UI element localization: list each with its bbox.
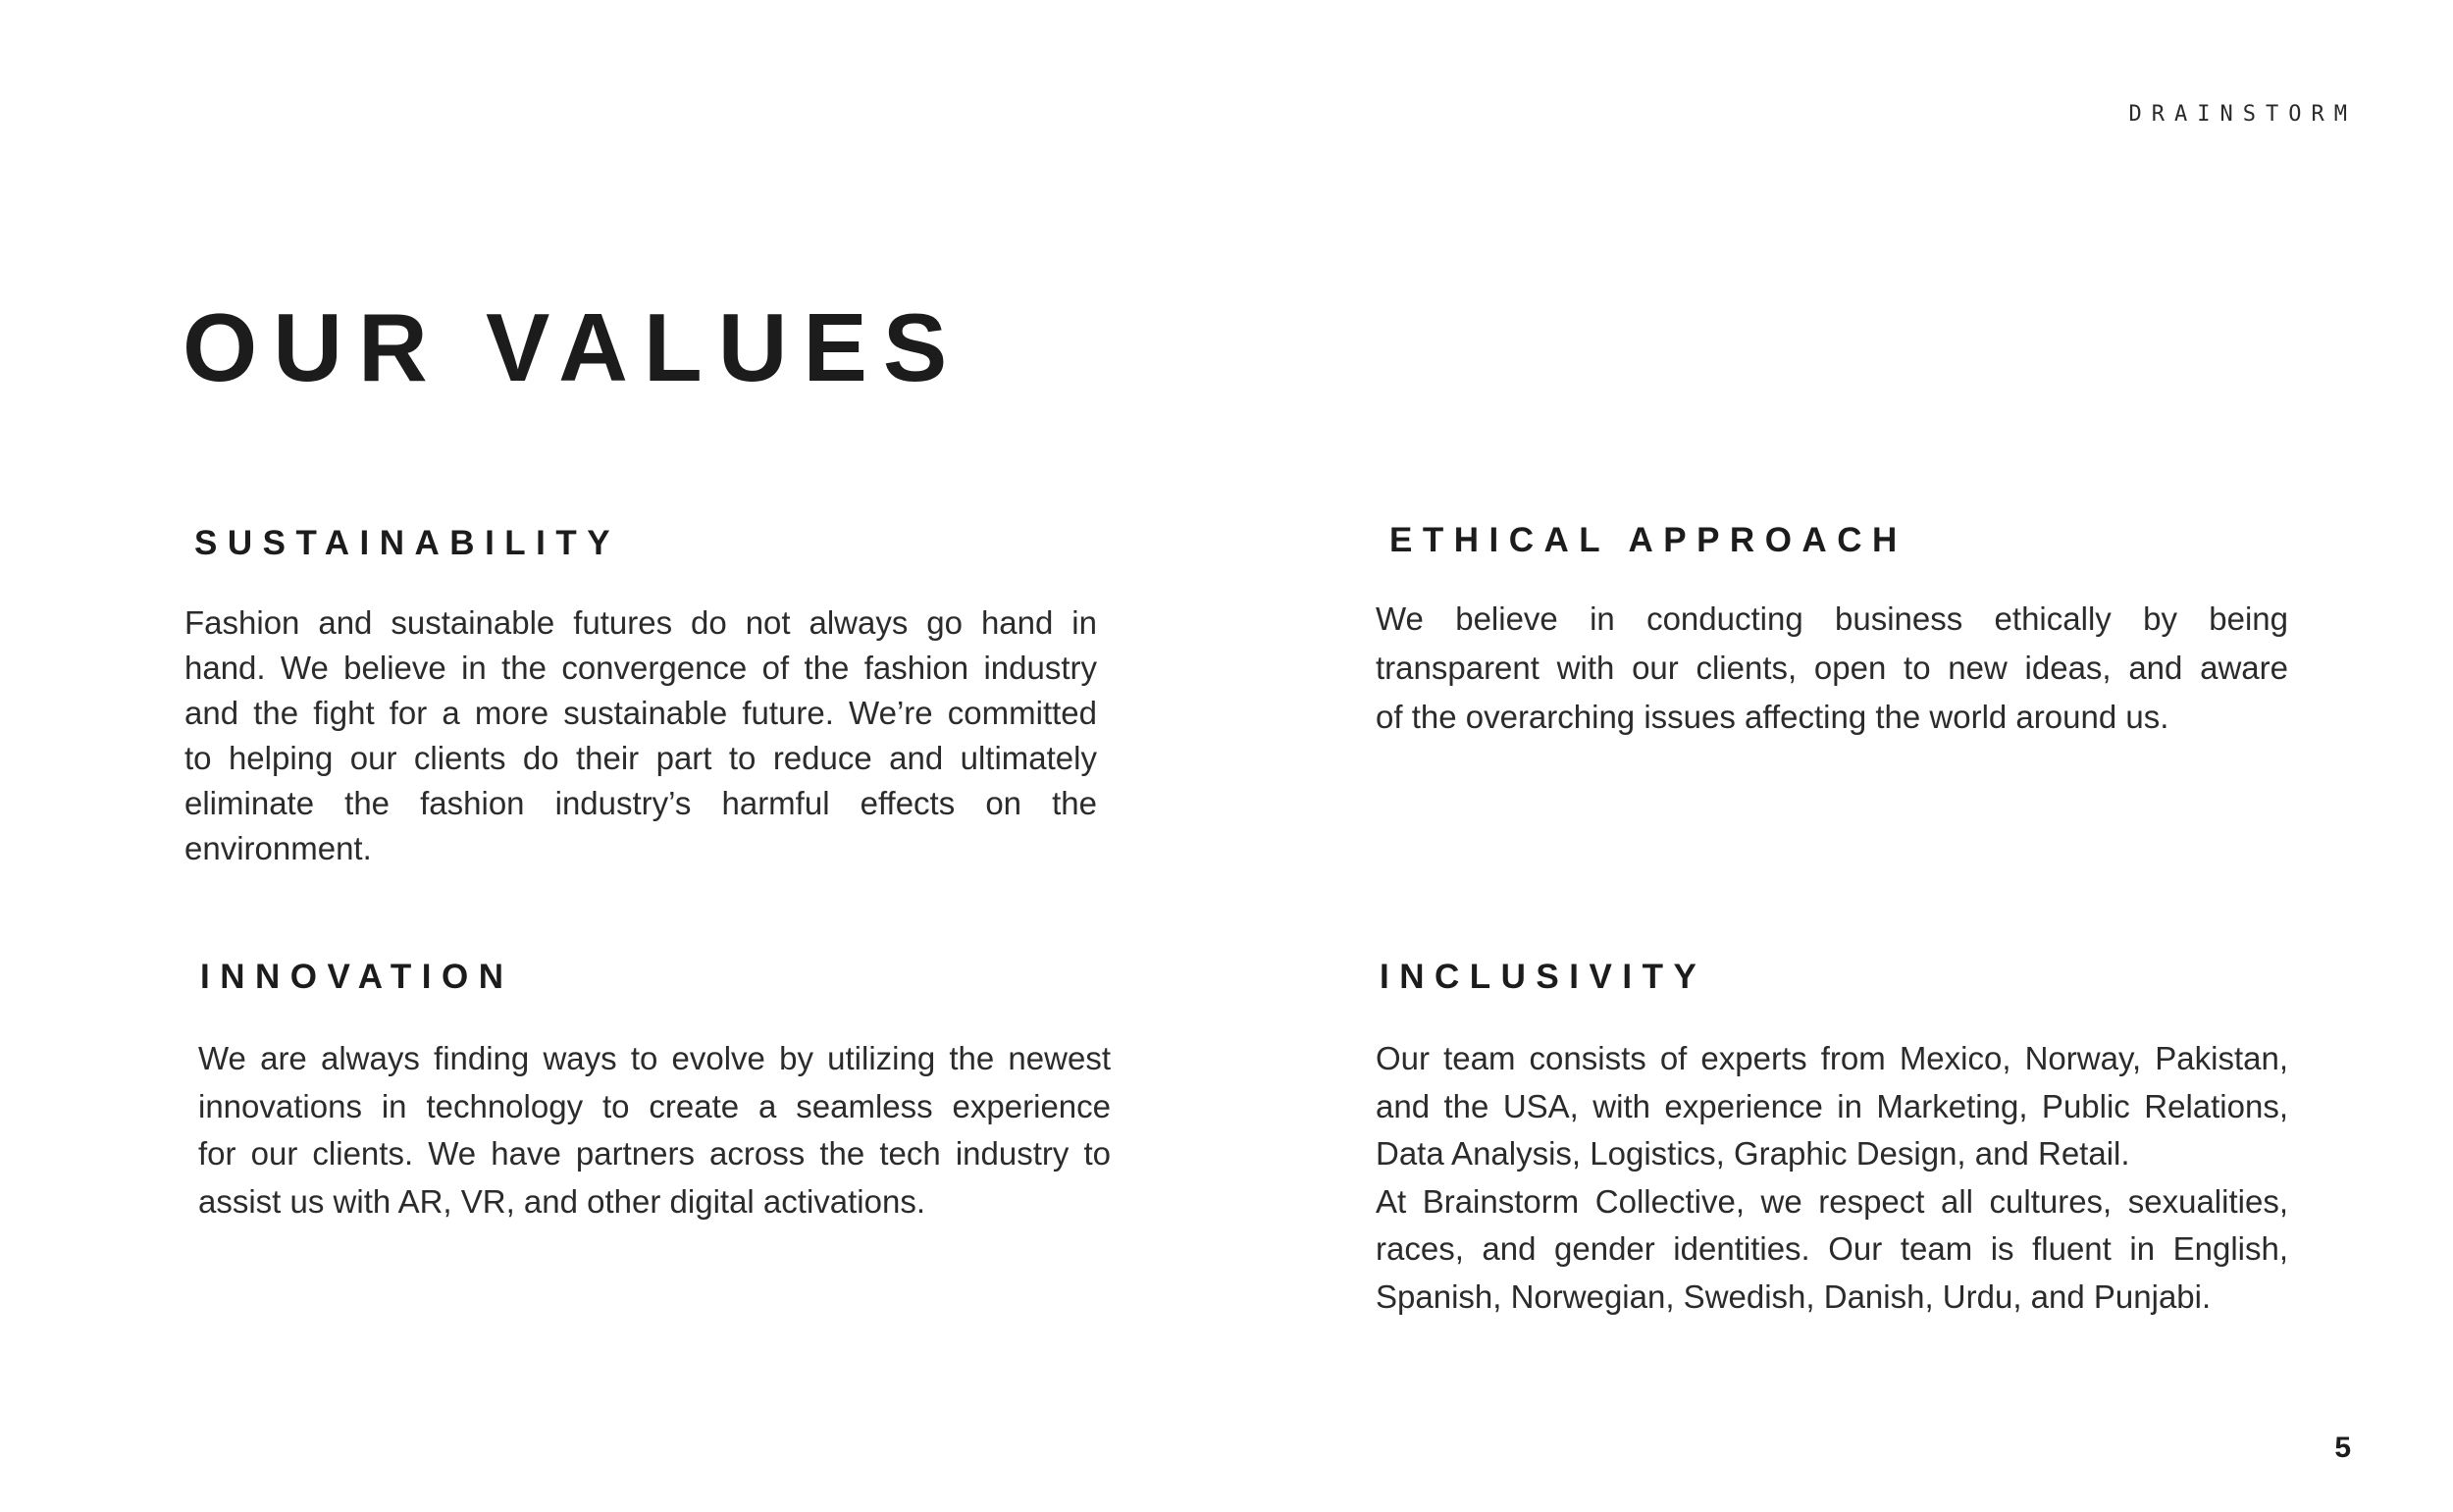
body-line: At Brainstorm Collective, we respect all cultures, sexualities, (1376, 1182, 2288, 1220)
value-description (184, 600, 1097, 871)
body-line: innovations in technology to create a seamless experience (198, 1087, 1111, 1124)
body-line: Data Analysis, Logistics, Graphic Design, and Retail. (1376, 1135, 2130, 1172)
body-line: eliminate the fashion industry’s harmful effects on the (184, 785, 1097, 821)
body-line: of the overarching issues affecting the world around us. (1376, 699, 2169, 735)
body-line: transparent with our clients, open to new ideas, and aware (1376, 650, 2288, 686)
body-line: races, and gender identities. Our team is fluent in English, (1376, 1230, 2288, 1267)
body-line: for our clients. We have partners across the tech industry to (198, 1135, 1111, 1172)
value-heading: ETHICAL APPROACH (1389, 521, 1907, 559)
body-line: hand. We believe in the convergence of the fashion industry (184, 650, 1097, 686)
value-block-ethical-approach (1376, 523, 2288, 742)
body-line: and the USA, with experience in Marketing, Public Relations, (1376, 1087, 2288, 1124)
body-line: We believe in conducting business ethically by being (1376, 600, 2288, 637)
body-line: Our team consists of experts from Mexico, Norway, Pakistan, (1376, 1040, 2288, 1076)
value-heading: SUSTAINABILITY (194, 524, 621, 562)
value-heading: INNOVATION (200, 958, 514, 996)
body-line: to helping our clients do their part to reduce and ultimately (184, 740, 1097, 776)
value-description (1376, 1035, 2288, 1321)
value-description (198, 1035, 1111, 1225)
value-block-inclusivity (1376, 960, 2288, 1321)
page-title: OUR VALUES (183, 293, 964, 401)
brand-logo: DRAINSTORM (2128, 102, 2357, 127)
body-line: assist us with AR, VR, and other digital activations. (198, 1182, 926, 1220)
value-heading: INCLUSIVITY (1380, 958, 1707, 996)
body-line: environment. (184, 830, 372, 866)
body-line: We are always finding ways to evolve by utilizing the newest (198, 1040, 1111, 1076)
value-description (1376, 595, 2288, 742)
value-block-sustainability (184, 526, 1097, 871)
body-line: Fashion and sustainable futures do not always go hand in (184, 604, 1097, 641)
page-number: 5 (2334, 1432, 2351, 1464)
body-line: and the fight for a more sustainable future. We’re committed (184, 695, 1097, 731)
body-line: Spanish, Norwegian, Swedish, Danish, Urdu, and Punjabi. (1376, 1277, 2212, 1315)
value-block-innovation (198, 960, 1111, 1225)
